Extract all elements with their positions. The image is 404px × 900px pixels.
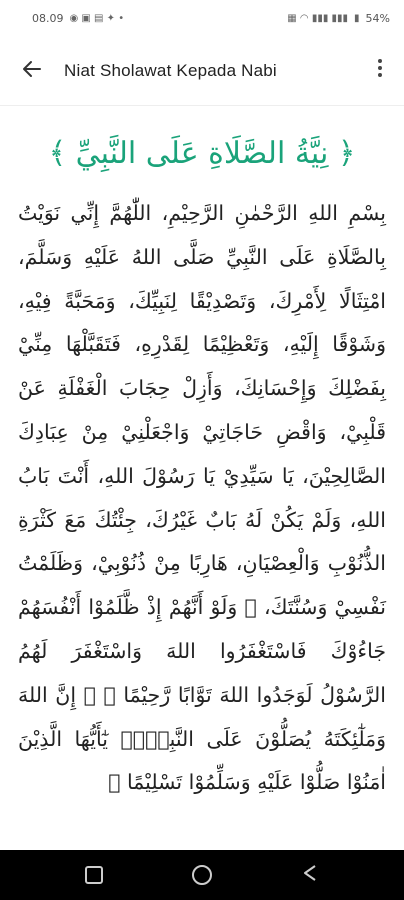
arabic-text: بِسْمِ اللهِ الرَّحْمٰنِ الرَّحِيْمِ، اللّٰهُمَّ إِنِّي نَوَيْتُ بِالصَّلَاةِ عَلَى النَّبِيِّ صَلَّى اللهُ عَلَيْهِ وَسَلَّمَ، امْتِثَالًا لِأَمْرِكَ، وَتَصْدِيْقًا لِنَبِيِّكَ، وَمَحَبَّةً فِيْهِ، وَشَوْقًا إِلَيْهِ، وَتَعْظِيْمًا لِقَدْرِهِ، فَتَقَبَّلْهَا مِنِّيْ بِفَضْلِكَ وَإِحْسَانِكَ، وَأَزِلْ حِجَابَ الْغَفْلَةِ عَنْ قَلْبِيْ، وَاقْضِ حَاجَاتِيْ وَاجْعَلْنِيْ مِنْ عِبَادِكَ الصَّالِحِيْنَ، يَا سَيِّدِيْ يَا رَسُوْلَ اللهِ، أَنْتَ بَابُ اللهِ، وَلَمْ يَكُنْ لَهُ بَابٌ غَيْرُكَ، جِئْتُكَ مَعَ كَثْرَةِ الذُّنُوْبِ وَالْعِصْيَانِ، هَارِبًا مِنْ ذُنُوْبِيْ، وَظَلَمْتُ نَفْسِيْ وَسُنَّتَكَ، ﴿ وَلَوْ أَنَّهُمْ إِذْ ظَّلَمُوْا أَنْفُسَهُمْ جَاءُوْكَ فَاسْتَغْفَرُوا اللهَ وَاسْتَغْفَرَ لَهُمُ الرَّسُوْلُ لَوَجَدُوا اللهَ تَوَّابًا رَّحِيْمًا ﴾ ﴿ إِنَّ اللهَ وَمَلٰٓئِكَتَهُ يُصَلُّوْنَ عَلَى النَّبِيِّۚ يٰٓأَيُّهَا الَّذِيْنَ اٰمَنُوْا صَلُّوْا عَلَيْهِ وَسَلِّمُوْا تَسْلِيْمًا ﴾ xyxy=(18,201,386,795)
notification-icons: ◉ ▣ ▤ ✦ • xyxy=(69,12,125,24)
circle-icon xyxy=(192,865,212,885)
home-button[interactable] xyxy=(182,855,222,895)
overflow-menu-button[interactable] xyxy=(356,36,404,106)
arrow-left-icon xyxy=(22,57,42,85)
app-bar xyxy=(0,36,404,106)
recents-button[interactable] xyxy=(74,855,114,895)
square-icon xyxy=(85,866,103,884)
arabic-title: ﴿ نِيَّةُ الصَّلَاةِ عَلَى النَّبِيِّ ﴾ xyxy=(48,136,356,171)
system-back-button[interactable] xyxy=(290,855,330,895)
status-time: 08.09 xyxy=(32,11,64,25)
content-area[interactable] xyxy=(0,108,404,850)
battery-level: 54% xyxy=(365,11,390,25)
page-title: Niat Sholawat Kepada Nabi xyxy=(64,60,277,80)
back-button[interactable] xyxy=(0,36,64,106)
triangle-left-icon xyxy=(302,863,318,887)
system-nav-bar xyxy=(0,850,404,900)
signal-icons: ▦ ◠ ▮▮▮ ▮▮▮ xyxy=(287,12,349,24)
battery-icon: ▮ xyxy=(354,12,360,24)
status-bar xyxy=(0,0,404,36)
status-right xyxy=(287,12,390,25)
more-vertical-icon xyxy=(377,58,383,83)
status-left xyxy=(32,12,124,25)
